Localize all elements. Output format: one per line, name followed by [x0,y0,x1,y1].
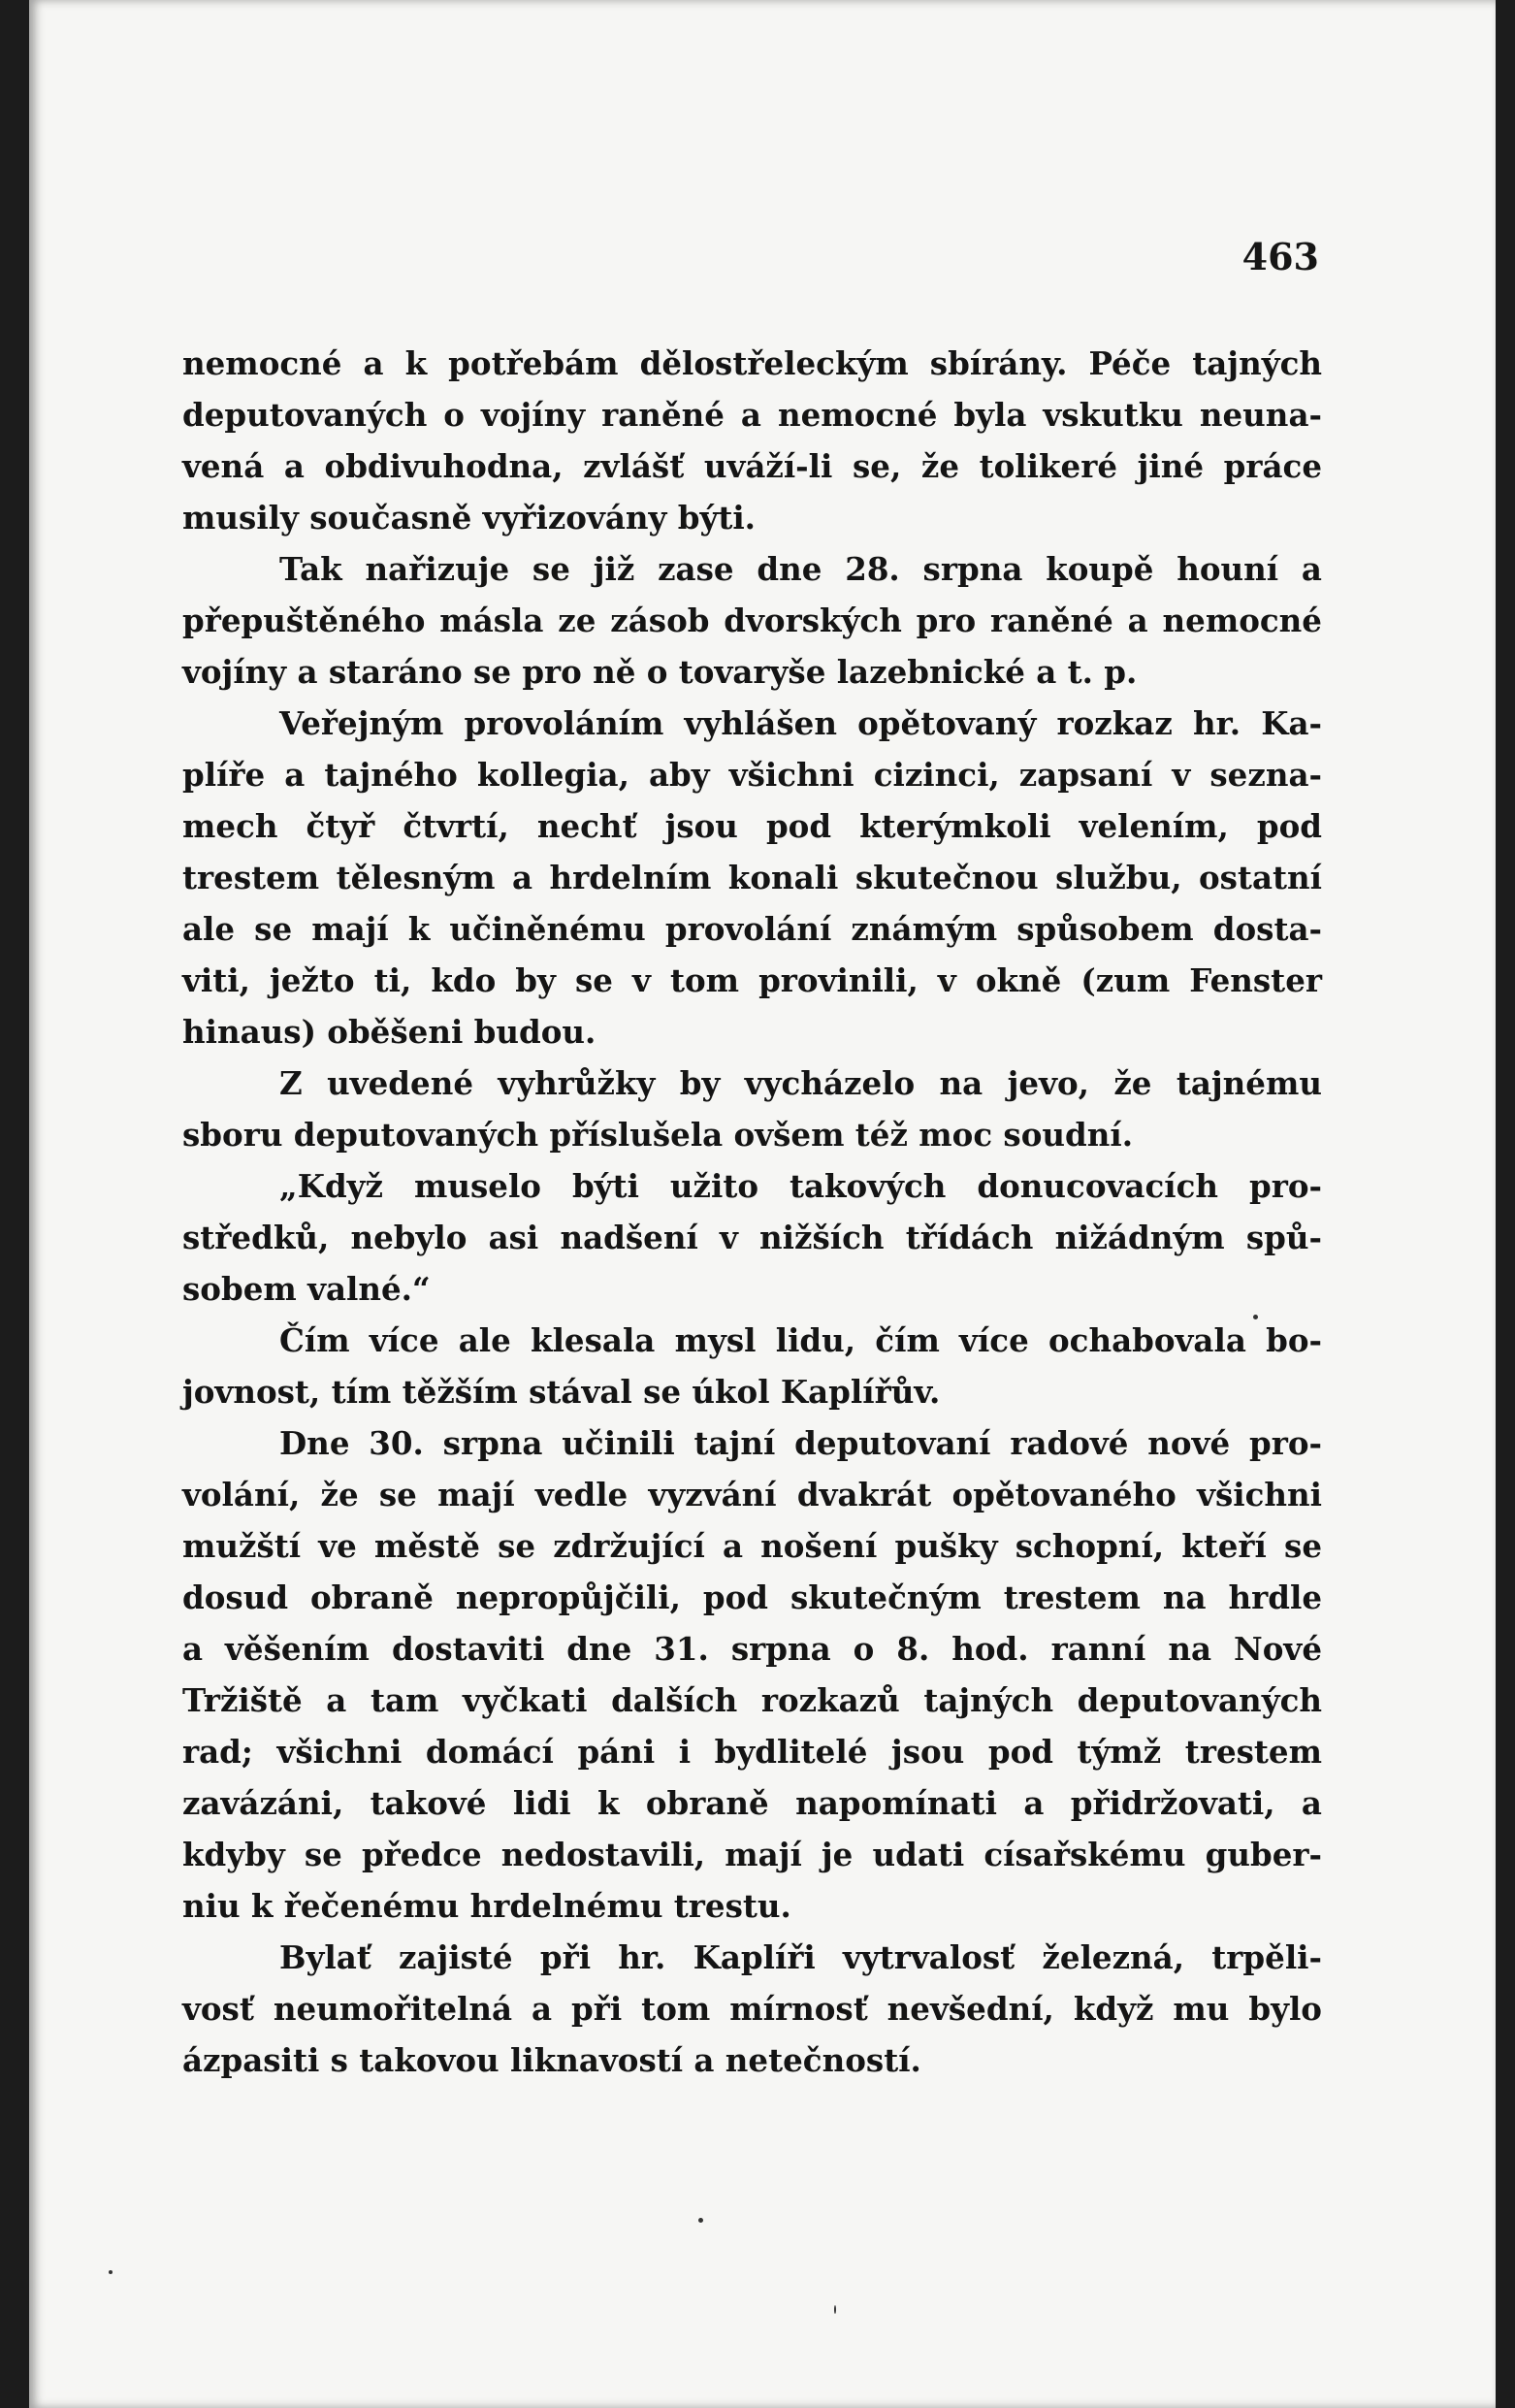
text-line: mužští ve městě se zdržující a nošení pušky schopní, kteří se [182,1527,1322,1565]
text-line: viti, ježto ti, kdo by se v tom provinili, v okně (zum Fenster [182,961,1322,999]
text-line: dosud obraně nepropůjčili, pod skutečným trestem na hrdle [182,1578,1322,1616]
text-line: niu k řečenému hrdelnému trestu. [182,1887,791,1925]
text-line: vosť neumořitelná a při tom mírnosť nevšední, když mu bylo [182,1990,1322,2028]
text-line: rad; všichni domácí páni i bydlitelé jsou pod týmž trestem [182,1733,1322,1771]
text-line: Z uvedené vyhrůžky by vycházelo na jevo, že tajnému [279,1064,1322,1102]
text-line: volání, že se mají vedle vyzvání dvakrát opětovaného všichni [182,1476,1322,1513]
text-line: sobem valné.“ [182,1270,431,1308]
text-line: Tržiště a tam vyčkati dalších rozkazů tajných deputovaných [182,1681,1322,1719]
text-line: Veřejným provoláním vyhlášen opětovaný rozkaz hr. Ka- [279,704,1322,742]
text-line: vená a obdivuhodna, zvlášť uváží-li se, že tolikeré jiné práce [182,447,1322,485]
text-line: zavázáni, takové lidi k obraně napomínati a přidržovati, a [182,1784,1322,1822]
text-line: a věšením dostaviti dne 31. srpna o 8. hod. ranní na Nové [182,1630,1322,1668]
text-line: vojíny a staráno se pro ně o tovaryše lazebnické a t. p. [182,653,1138,691]
text-line: mech čtyř čtvrtí, nechť jsou pod kterýmkoli velením, pod [182,807,1322,845]
text-line: jovnost, tím těžším stával se úkol Kaplířův. [182,1373,941,1411]
text-line: musily současně vyřizovány býti. [182,499,756,537]
text-line: nemocné a k potřebám dělostřeleckým sbírány. Péče tajných [182,344,1322,382]
text-line: plíře a tajného kollegia, aby všichni cizinci, zapsaní v sezna- [182,756,1322,794]
text-line: přepuštěného másla ze zásob dvorských pro raněné a nemocné [182,602,1322,639]
page-number: 463 [1241,235,1319,278]
book-page [29,0,1496,2408]
body-text [182,338,1322,2086]
text-line: Tak nařizuje se již zase dne 28. srpna koupě houní a [279,550,1322,588]
text-line: trestem tělesným a hrdelním konali skutečnou službu, ostatní [182,859,1322,896]
text-line: sboru deputovaných příslušela ovšem též moc soudní. [182,1116,1134,1154]
text-line: hinaus) oběšeni budou. [182,1013,596,1051]
text-line: Bylať zajisté při hr. Kaplíři vytrvalosť železná, trpěli- [279,1938,1322,1976]
text-line: Dne 30. srpna učinili tajní deputovaní radové nové pro- [279,1424,1322,1462]
text-line: „Když muselo býti užito takových donucovacích pro- [279,1167,1322,1205]
text-line: ázpasiti s takovou liknavostí a netečností. [182,2041,921,2079]
text-line: kdyby se předce nedostavili, mají je udati císařskému guber- [182,1836,1322,1873]
text-line: Čím více ale klesala mysl lidu, čím více ochabovala bo- [279,1321,1322,1359]
text-line: středků, nebylo asi nadšení v nižších třídách nižádným spů- [182,1219,1322,1256]
text-line: deputovaných o vojíny raněné a nemocné byla vskutku neuna- [182,396,1322,434]
text-line: ale se mají k učiněnému provolání známým spůsobem dosta- [182,910,1322,948]
